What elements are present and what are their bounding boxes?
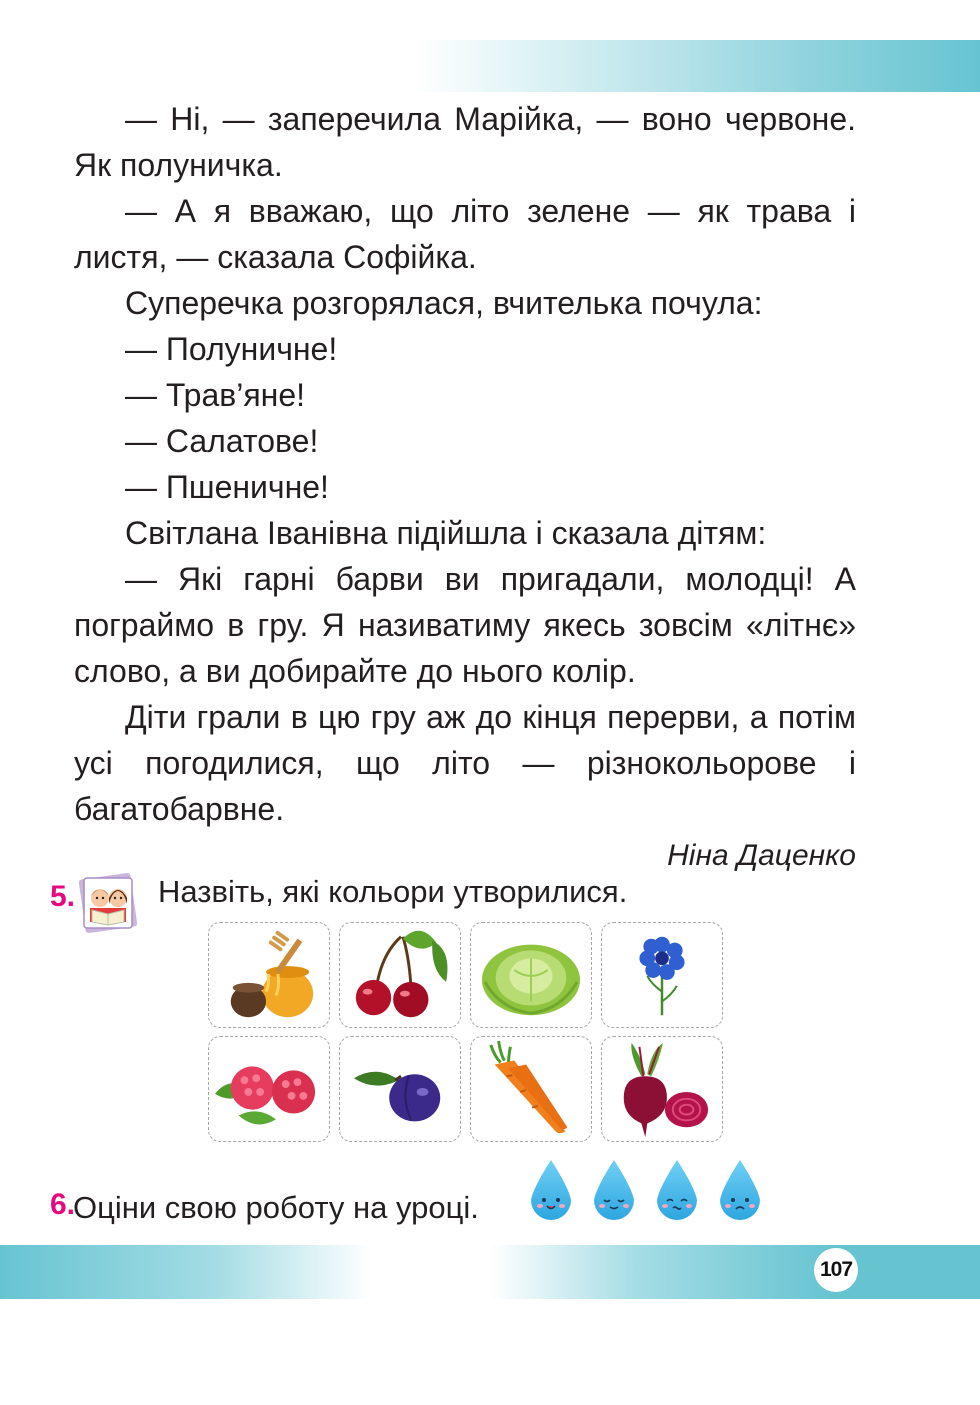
story-paragraph: — Салатове! xyxy=(125,423,319,459)
task-instruction: Назвіть, які кольори утворилися. xyxy=(158,874,628,909)
picture-grid xyxy=(205,920,725,1145)
picture-card xyxy=(339,922,461,1028)
story-author: Ніна Даценко xyxy=(667,839,856,872)
picture-card xyxy=(601,922,723,1028)
picture-card xyxy=(339,1036,461,1142)
story-paragraph: — Полуничне! xyxy=(125,331,338,367)
header-band xyxy=(415,40,980,92)
story-paragraph: Діти грали в цю гру аж до кінця перерви, а потім усі погодилися, що літо — різнокольорове і багатобарвне. xyxy=(74,699,856,827)
beetroot-icon xyxy=(602,1037,722,1141)
sad-drop-icon[interactable] xyxy=(720,1160,760,1220)
story-paragraph: — Пшеничне! xyxy=(125,469,329,505)
carrots-icon xyxy=(471,1037,591,1141)
task-number: 5. xyxy=(50,880,76,913)
raspberries-icon xyxy=(209,1037,329,1141)
cabbage-icon xyxy=(471,923,591,1027)
story-paragraph: — Які гарні барви ви пригадали, молодці! А пограймо в гру. Я називатиму якесь зовсім «літнє» слово, а ви добирайте до нього колір. xyxy=(74,561,856,689)
story-paragraph: Суперечка розгорялася, вчителька почула: xyxy=(125,285,763,321)
page-number: 107 xyxy=(814,1248,858,1292)
neutral-drop-icon[interactable] xyxy=(657,1160,697,1220)
story-paragraph: — А я вважаю, що літо зелене — як трава і листя, — сказала Софійка. xyxy=(74,193,856,275)
picture-card xyxy=(470,922,592,1028)
story-paragraph: Світлана Іванівна підійшла і сказала дітям: xyxy=(125,515,767,551)
cherries-icon xyxy=(340,923,460,1027)
picture-card xyxy=(208,1036,330,1142)
picture-card xyxy=(208,922,330,1028)
children-reading-icon xyxy=(76,870,140,936)
picture-card xyxy=(601,1036,723,1142)
honey-pot-icon xyxy=(209,923,329,1027)
picture-card xyxy=(470,1036,592,1142)
plum-icon xyxy=(340,1037,460,1141)
content-drop-icon[interactable] xyxy=(594,1160,634,1220)
story-paragraph: — Трав’яне! xyxy=(125,377,306,413)
story-text xyxy=(74,96,856,832)
task-number: 6. xyxy=(50,1188,76,1221)
happy-drop-icon[interactable] xyxy=(531,1160,571,1220)
story-paragraph: — Ні, — заперечила Марійка, — воно червоне. Як полуничка. xyxy=(74,101,856,183)
task-instruction: Оціни свою роботу на уроці. xyxy=(73,1190,479,1225)
self-assessment-drops xyxy=(525,1158,765,1228)
cornflower-icon xyxy=(602,923,722,1027)
